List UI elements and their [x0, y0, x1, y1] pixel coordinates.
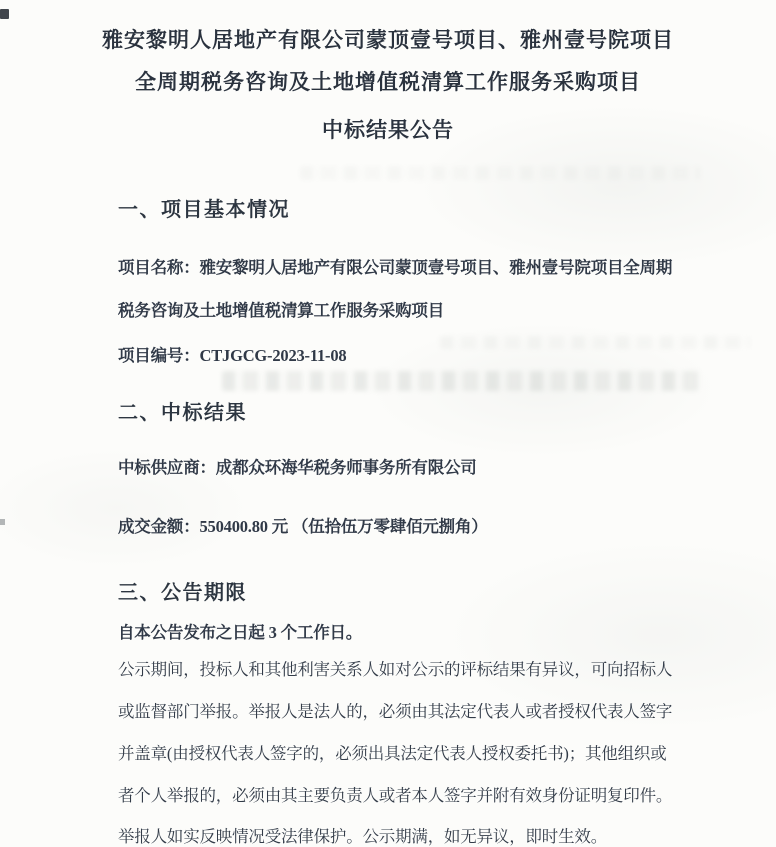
section-2-heading: 二、中标结果 [118, 402, 247, 424]
document-title-line-3: 中标结果公告 [322, 118, 454, 142]
notice-paragraph-line: 者个人举报的，必须由其主要负责人或者本人签字并附有效身份证明复印件。 [118, 786, 673, 805]
scan-artifact-corner-mark [0, 9, 9, 19]
project-name-line-2: 税务咨询及土地增值税清算工作服务采购项目 [118, 301, 445, 320]
ink-bleedthrough-band [300, 166, 700, 180]
document-title-line-1: 雅安黎明人居地产有限公司蒙顶壹号项目、雅州壹号院项目 [102, 28, 674, 52]
notice-paragraph-line: 举报人如实反映情况受法律保护。公示期满，如无异议，即时生效。 [118, 827, 608, 846]
scan-artifact-edge-speck [0, 519, 5, 525]
notice-paragraph-line: 或监督部门举报。举报人是法人的，必须由其法定代表人或者授权代表人签字 [118, 702, 673, 721]
project-number-line: 项目编号：CTJGCG-2023-11-08 [118, 346, 347, 365]
project-name-line-1: 项目名称：雅安黎明人居地产有限公司蒙顶壹号项目、雅州壹号院项目全周期 [118, 258, 673, 277]
winning-supplier-line: 中标供应商：成都众环海华税务师事务所有限公司 [118, 458, 477, 477]
section-1-heading: 一、项目基本情况 [118, 199, 290, 221]
section-3-heading: 三、公告期限 [118, 582, 247, 604]
announcement-duration-line: 自本公告发布之日起 3 个工作日。 [118, 623, 363, 642]
notice-paragraph-line: 并盖章(由授权代表人签字的，必须出具法定代表人授权委托书)；其他组织或 [118, 744, 667, 763]
ink-bleedthrough-band [222, 371, 700, 391]
notice-paragraph-line: 公示期间，投标人和其他利害关系人如对公示的评标结果有异议，可向招标人 [118, 660, 673, 679]
deal-amount-line: 成交金额：550400.80 元 （伍拾伍万零肆佰元捌角） [118, 517, 488, 536]
document-title-line-2: 全周期税务咨询及土地增值税清算工作服务采购项目 [135, 70, 641, 94]
